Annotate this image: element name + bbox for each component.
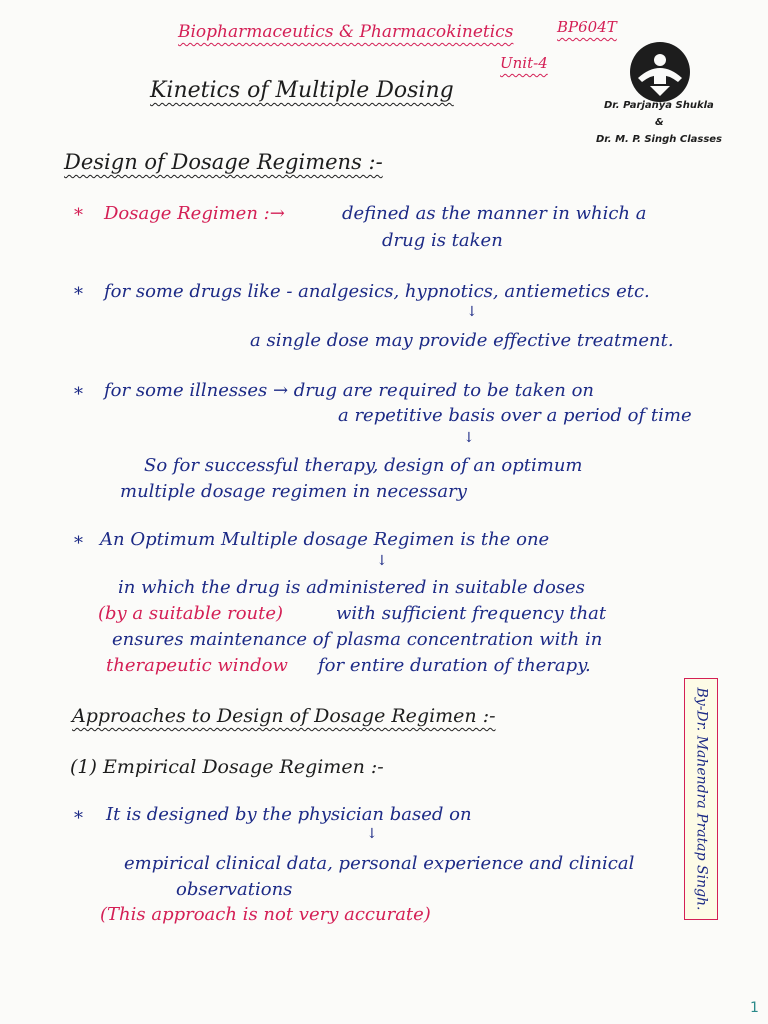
optimum-line-1: An Optimum Multiple dosage Regimen is the one [100,529,550,550]
unit-label: Unit-4 [500,54,548,72]
page-number: 1 [750,1000,759,1016]
repetitive-line-2: a repetitive basis over a period of time [338,405,692,426]
bullet-icon: * [74,533,83,554]
therapy-line-2: multiple dosage regimen in necessary [120,481,467,502]
author-ampersand: & [655,117,664,128]
therapeutic-window-note: therapeutic window [106,655,288,676]
empirical-line-3: observations [176,879,293,900]
bullet-icon: * [74,384,83,405]
dosage-regimen-definition-1: defined as the manner in which a [342,203,647,224]
optimum-line-5: for entire duration of therapy. [318,655,591,676]
logo-icon [628,40,692,104]
empirical-line-2: empirical clinical data, personal experience and clinical [124,853,635,874]
optimum-route-note: (by a suitable route) [98,603,284,624]
author-side-tag-text: By-Dr. Mahendra Pratap Singh. [693,687,710,911]
author-name-2: Dr. M. P. Singh Classes [596,134,723,145]
down-arrow-icon: ↓ [376,553,388,569]
optimum-line-2: in which the drug is administered in suitable doses [118,577,585,598]
down-arrow-icon: ↓ [463,430,475,446]
down-arrow-icon: ↓ [466,304,478,320]
subheading-empirical: (1) Empirical Dosage Regimen :- [70,756,384,778]
course-code: BP604T [557,18,617,36]
repetitive-line-1: for some illnesses → drug are required to be taken on [104,380,595,401]
course-title: Biopharmaceutics & Pharmacokinetics [178,22,514,42]
single-dose-line-2: a single dose may provide effective treatment. [250,330,674,351]
optimum-line-4: ensures maintenance of plasma concentration with in [112,629,603,650]
bullet-icon: * [74,205,83,226]
therapy-line-1: So for successful therapy, design of an optimum [144,455,583,476]
empirical-line-1: It is designed by the physician based on [106,804,472,825]
single-dose-line-1: for some drugs like - analgesics, hypnotics, antiemetics etc. [104,281,650,302]
down-arrow-icon: ↓ [366,826,378,842]
dosage-regimen-label: Dosage Regimen :→ [104,203,285,224]
section-heading-approaches: Approaches to Design of Dosage Regimen :- [72,705,496,727]
bullet-icon: * [74,284,83,305]
author-side-tag [684,678,718,920]
section-heading-design: Design of Dosage Regimens :- [64,150,383,174]
dosage-regimen-definition-2: drug is taken [382,230,503,251]
page-title: Kinetics of Multiple Dosing [150,78,454,103]
bullet-icon: * [74,808,83,829]
empirical-accuracy-note: (This approach is not very accurate) [100,904,431,925]
author-name-1: Dr. Parjanya Shukla [604,100,714,111]
optimum-line-3: with sufficient frequency that [336,603,607,624]
